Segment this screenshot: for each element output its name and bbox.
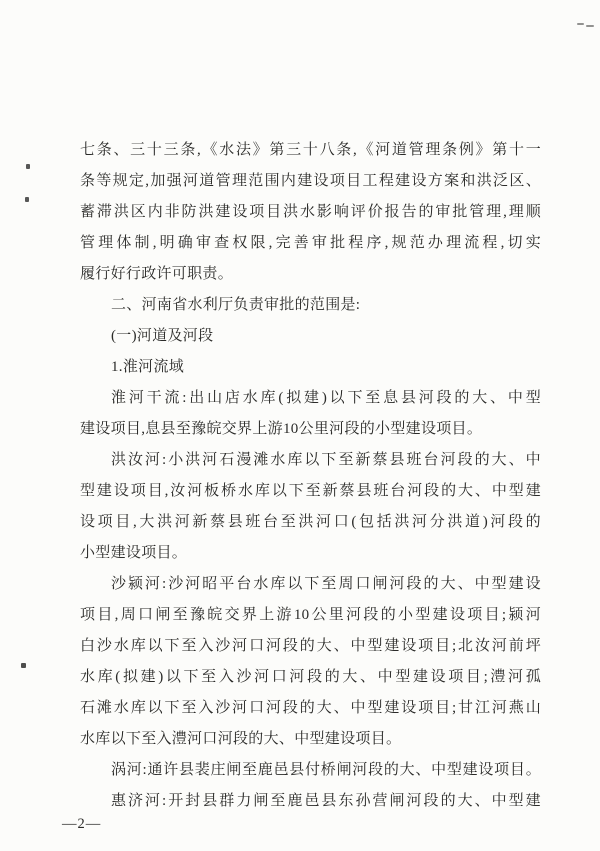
text-line: 淮河干流:出山店水库(拟建)以下至息县河段的大、中型	[111, 390, 541, 406]
text-line: 石滩水库以下至入沙河口河段的大、中型建设项目;甘江河燕山	[80, 700, 541, 716]
text-line: 七条、三十三条,《水法》第三十八条,《河道管理条例》第十一	[80, 142, 541, 158]
paragraph-hongru-river	[80, 445, 541, 569]
paragraph-guo-river	[80, 755, 541, 786]
text-line: 型建设项目,汝河板桥水库以下至新蔡县班台河段的大、中型建	[80, 483, 541, 499]
scan-speck	[25, 197, 29, 202]
text-line: 二、河南省水利厅负责审批的范围是:	[111, 297, 361, 313]
text-line: 水库以下至入澧河口河段的大、中型建设项目。	[80, 731, 402, 747]
text-line: 1.淮河流域	[111, 359, 185, 375]
text-line: 水库(拟建)以下至入沙河口河段的大、中型建设项目;澧河孤	[80, 669, 541, 685]
text-line: 履行好行政许可职责。	[80, 266, 234, 282]
scan-speck	[586, 25, 594, 27]
text-line: 洪汝河:小洪河石漫滩水库以下至新蔡县班台河段的大、中	[111, 452, 541, 468]
text-line: 小型建设项目。	[80, 545, 188, 561]
page-number: —2—	[62, 816, 102, 832]
text-line: 白沙水库以下至入沙河口河段的大、中型建设项目;北汝河前坪	[80, 638, 541, 654]
text-line: 建设项目,息县至豫皖交界上游10公里河段的小型建设项目。	[80, 421, 483, 437]
paragraph-continuation	[80, 135, 541, 290]
text-line: 蓄滞洪区内非防洪建设项目洪水影响评价报告的审批管理,理顺	[80, 204, 541, 220]
document-body	[80, 135, 541, 817]
paragraph-huaihe-basin-heading	[80, 352, 541, 383]
paragraph-section-2-heading	[80, 290, 541, 321]
paragraph-shaying-river	[80, 569, 541, 755]
text-line: 管理体制,明确审查权限,完善审批程序,规范办理流程,切实	[80, 235, 541, 251]
text-line: 沙颍河:沙河昭平台水库以下至周口闸河段的大、中型建设	[111, 576, 541, 592]
text-line: 设项目,大洪河新蔡县班台至洪河口(包括洪河分洪道)河段的	[80, 514, 541, 530]
text-line: 条等规定,加强河道管理范围内建设项目工程建设方案和洪泛区、	[80, 173, 541, 189]
scan-speck	[577, 23, 584, 25]
text-line: (一)河道及河段	[111, 328, 214, 344]
text-line: 涡河:通许县裴庄闸至鹿邑县付桥闸河段的大、中型建设项目。	[111, 762, 541, 778]
scan-speck	[21, 663, 26, 668]
paragraph-huiji-river	[80, 786, 541, 817]
text-line: 项目,周口闸至豫皖交界上游10公里河段的小型建设项目;颍河	[80, 607, 541, 623]
scan-speck	[26, 164, 30, 169]
paragraph-huaihe-mainstream	[80, 383, 541, 445]
text-line: 惠济河:开封县群力闸至鹿邑县东孙营闸河段的大、中型建	[111, 793, 541, 809]
paragraph-subsection-1-heading	[80, 321, 541, 352]
